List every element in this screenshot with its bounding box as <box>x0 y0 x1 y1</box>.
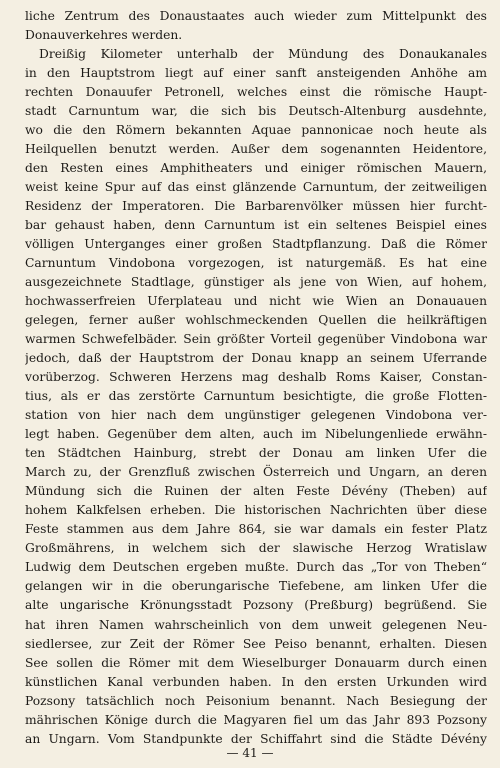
text-line: Carnuntum Vindobona vorgezogen, ist naturgemäß. Es hat eine <box>25 256 487 271</box>
text-line: Donauverkehres werden. <box>25 28 183 43</box>
text-line: hohem Kalkfelsen erheben. Die historischen Nachrichten über diese <box>25 503 487 518</box>
body-text <box>25 7 487 749</box>
text-line: ausgezeichnete Stadtlage, günstiger als jene von Wien, auf hohem, <box>25 275 487 290</box>
text-line: Residenz der Imperatoren. Die Barbarenvölker müssen hier furcht- <box>25 199 487 214</box>
text-line: station von hier nach dem ungünstiger gelegenen Vindobona ver- <box>25 408 487 423</box>
text-line: Mündung sich die Ruinen der alten Feste Dévény (Theben) auf <box>25 484 487 499</box>
text-line: gelangen wir in die oberungarische Tiefebene, am linken Ufer die <box>25 579 487 594</box>
text-line: warmen Schwefelbäder. Sein größter Vorteil gegenüber Vindobona war <box>25 332 487 347</box>
text-line: ten Städtchen Hainburg, strebt der Donau am linken Ufer die <box>25 446 487 461</box>
text-line: völligen Unterganges einer großen Stadtpflanzung. Daß die Römer <box>25 237 487 252</box>
text-line: legt haben. Gegenüber dem alten, auch im Nibelungenliede erwähn- <box>25 427 487 442</box>
text-line: March zu, der Grenzfluß zwischen Österreich und Ungarn, an deren <box>25 465 487 480</box>
text-line: Ludwig dem Deutschen ergeben mußte. Durch das „Tor von Theben“ <box>25 560 487 575</box>
text-line: alte ungarische Krönungsstadt Pozsony (Preßburg) begrüßend. Sie <box>25 598 487 613</box>
text-line: stadt Carnuntum war, die sich bis Deutsch-Altenburg ausdehnte, <box>25 104 487 119</box>
text-line: Großmährens, in welchem sich der slawische Herzog Wratislaw <box>25 541 487 556</box>
text-line: Pozsony tatsächlich noch Peisonium benannt. Nach Besiegung der <box>25 693 487 708</box>
text-line: wo die den Römern bekannten Aquae pannonicae noch heute als <box>25 123 487 138</box>
text-line: mährischen Könige durch die Magyaren fiel um das Jahr 893 Pozsony <box>25 712 487 727</box>
text-line: rechten Donauufer Petronell, welches einst die römische Haupt- <box>25 85 487 100</box>
text-line: jedoch, daß der Hauptstrom der Donau knapp an seinem Uferrande <box>25 351 487 366</box>
text-line: tius, als er das zerstörte Carnuntum besichtigte, die große Flotten- <box>25 389 487 404</box>
text-line: liche Zentrum des Donaustaates auch wieder zum Mittelpunkt des <box>25 9 487 23</box>
text-line: in den Hauptstrom liegt auf einer sanft ansteigenden Anhöhe am <box>25 66 487 81</box>
text-line: Heilquellen benutzt werden. Außer dem sogenannten Heidentore, <box>25 142 487 157</box>
text-line: künstlichen Kanal verbunden haben. In den ersten Urkunden wird <box>25 674 487 689</box>
text-line: an Ungarn. Vom Standpunkte der Schiffahrt sind die Städte Dévény <box>25 731 487 746</box>
text-line: hochwasserfreien Uferplateau und nicht wie Wien an Donauauen <box>25 294 487 309</box>
text-line: hat ihren Namen wahrscheinlich von dem unweit gelegenen Neu- <box>25 617 487 632</box>
text-line: weist keine Spur auf das einst glänzende Carnuntum, der zeitweiligen <box>25 180 487 195</box>
text-line: See sollen die Römer mit dem Wieselburger Donauarm durch einen <box>25 655 487 670</box>
text-line: Dreißig Kilometer unterhalb der Mündung des Donaukanales <box>39 47 487 62</box>
text-line: vorüberzog. Schweren Herzens mag deshalb Roms Kaiser, Constan- <box>25 370 487 385</box>
text-line: bar gehaust haben, denn Carnuntum ist ein seltenes Beispiel eines <box>25 218 487 233</box>
text-line: siedlersee, zur Zeit der Römer See Peiso benannt, erhalten. Diesen <box>25 636 487 651</box>
text-line: den Resten eines Amphitheaters und einiger römischen Mauern, <box>25 161 487 176</box>
text-line: gelegen, ferner außer wohlschmeckenden Quellen die heilkräftigen <box>25 313 487 328</box>
text-line: Feste stammen aus dem Jahre 864, sie war damals ein fester Platz <box>25 522 487 537</box>
page-number: — 41 — <box>226 746 274 760</box>
